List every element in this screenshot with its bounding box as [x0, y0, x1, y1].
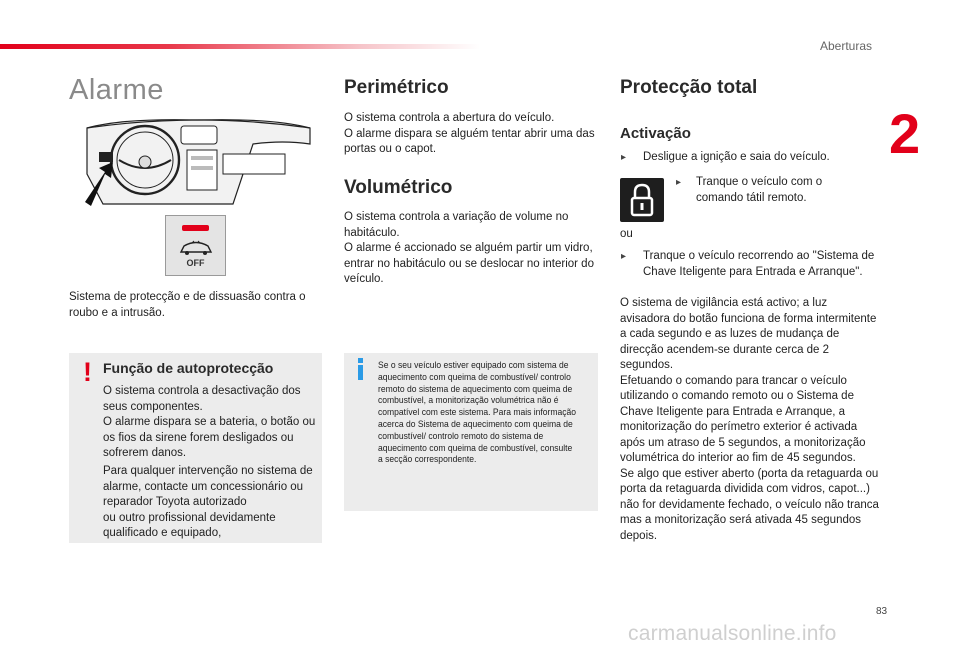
- page-title: Alarme: [69, 74, 164, 106]
- car-alarm-icon: [178, 240, 214, 256]
- volumetrico-text: O sistema controla a variação de volume no habitáculo. O alarme é accionado se alguém partir um vidro, entrar no habitáculo ou se deslocar no interior do veículo.: [344, 211, 594, 285]
- warning-box: [69, 353, 322, 543]
- bullet-arrow-icon: ▸: [621, 152, 627, 163]
- warning-text-1: O sistema controla a desactivação dos seus componentes. O alarme dispara se a bateria, o botão ou os fios da sirene forem desligados ou sofrerem danos.: [103, 385, 316, 459]
- watermark: carmanualsonline.info: [628, 622, 837, 645]
- heading-proteccao-total: Protecção total: [620, 77, 758, 98]
- step-1-text: Desligue a ignição e saia do veículo.: [643, 151, 830, 163]
- heading-activacao: Activação: [620, 125, 691, 142]
- warning-title: Função de autoprotecção: [103, 360, 274, 376]
- bullet-arrow-icon: ▸: [621, 251, 627, 262]
- info-icon: [355, 358, 367, 380]
- header-accent-bar: [0, 44, 480, 49]
- warning-icon: !: [83, 357, 92, 387]
- page-number: 83: [876, 606, 888, 617]
- section-title: Aberturas: [819, 39, 872, 53]
- off-label: OFF: [186, 258, 205, 268]
- info-text: Se o seu veículo estiver equipado com sistema de aquecimento com queima de combustível/ controlo remoto do sistema de aquecimento com queima de combustível, a monitorização volumétrica não é compatível com este sistema. Para mais informação acerca do Sistema de aquecimento com queima de combustível/ controlo remoto do sistema de aquecimento com queima de combustível, consulte a secção correspondente.: [378, 360, 577, 465]
- info-box: [344, 353, 598, 511]
- or-text: ou: [620, 228, 633, 240]
- dashboard-illustration: [83, 114, 314, 208]
- bullet-arrow-icon: ▸: [676, 177, 682, 188]
- warning-text-2: Para qualquer intervenção no sistema de alarme, contacte um concessionário ou reparador Toyota autorizado ou outro profissional devidamente qualificado e equipado,: [103, 465, 313, 539]
- lock-icon: [620, 178, 664, 222]
- step-2-text: Tranque o veículo com o comando tátil remoto.: [696, 176, 823, 204]
- heading-volumetrico: Volumétrico: [344, 177, 453, 198]
- alarm-caption: Sistema de protecção e de dissuasão contra o roubo e a intrusão.: [69, 291, 306, 319]
- activation-details: O sistema de vigilância está activo; a luz avisadora do botão funciona de forma intermitente a cada segundo e as luzes de mudança de direcção acendem-se durante cerca de 2 segundos. Efetuando o comando para trancar o veículo utilizando o comando remoto ou o Sistema de Chave Iteligente para Entrada e Arranque, a monitorização do perímetro exterior é activada após um atraso de 5 segundos, a monitorização volumétrica do interior ao fim de 45 segundos. Se algo que estiver aberto (porta da retaguarda ou porta da retaguarda dividida com vidros, capot...) não for devidamente fechado, o veículo não tranca mas a monitorização será ativada 45 segundos depois.: [620, 297, 879, 542]
- perimetrico-text: O sistema controla a abertura do veículo. O alarme dispara se alguém tentar abrir uma das portas ou o capot.: [344, 112, 595, 155]
- step-3-text: Tranque o veículo recorrendo ao "Sistema de Chave Iteligente para Entrada e Arranque".: [643, 250, 875, 278]
- indicator-led: [182, 225, 209, 231]
- chapter-number: 2: [889, 102, 921, 165]
- alarm-off-button: [165, 215, 226, 276]
- heading-perimetrico: Perimétrico: [344, 77, 449, 98]
